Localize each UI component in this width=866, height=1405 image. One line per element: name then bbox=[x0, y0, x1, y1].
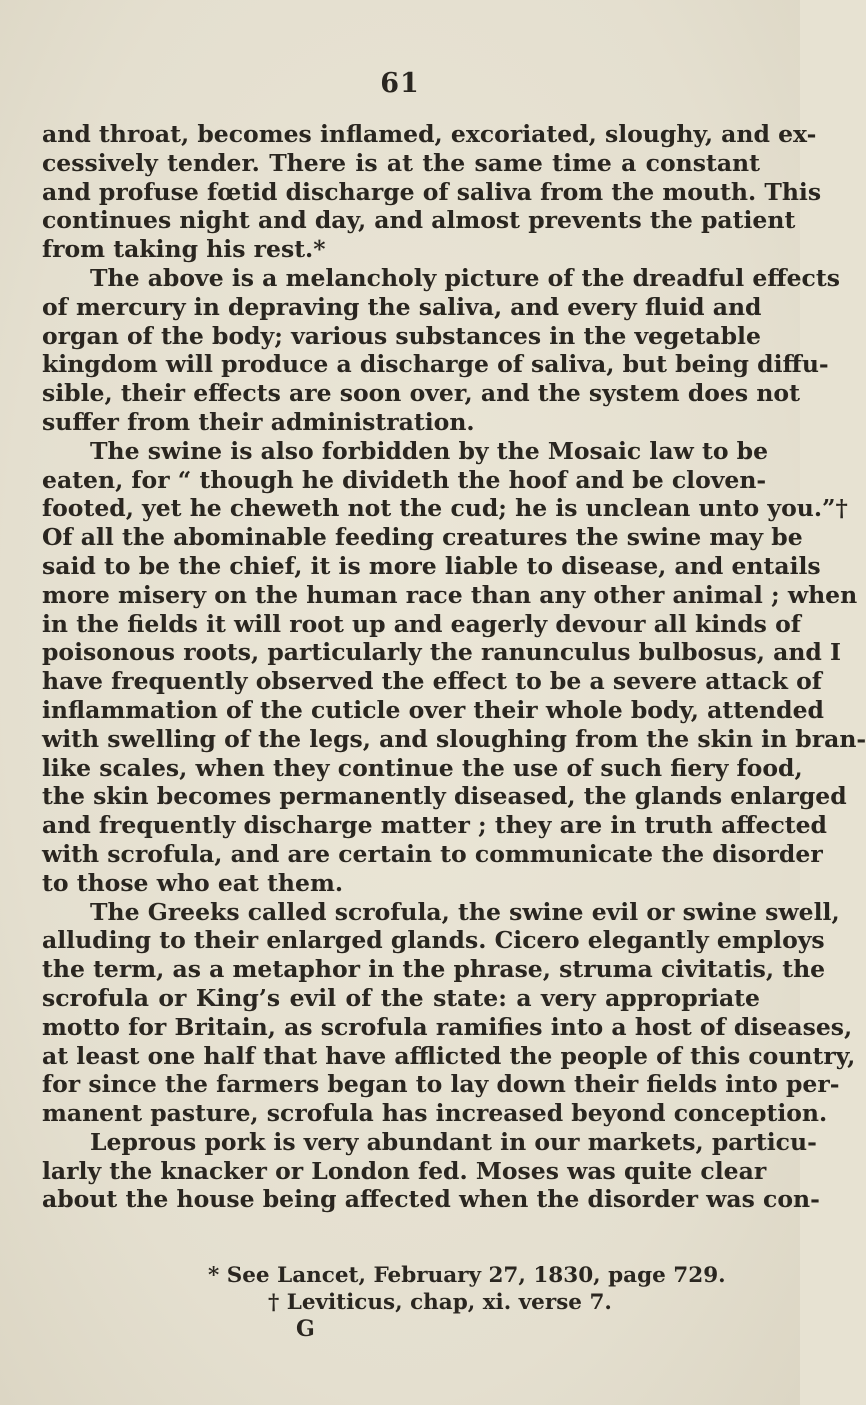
text-line: and throat, becomes inflamed, excoriated, sloughy, and ex- bbox=[42, 120, 817, 148]
text-line: Of all the abominable feeding creatures the swine may be bbox=[42, 523, 803, 552]
page-number: 61 bbox=[380, 68, 420, 99]
text-line: scrofula or King’s evil of the state: a very appropriate bbox=[42, 983, 760, 1012]
text-line: footed, yet he cheweth not the cud; he is unclean unto you.”† bbox=[42, 494, 848, 523]
text-line: cessively tender. There is at the same time a constant bbox=[42, 148, 760, 177]
text-line: at least one half that have afflicted the people of this country, bbox=[42, 1041, 856, 1070]
text-line: about the house being affected when the disorder was con- bbox=[42, 1185, 820, 1214]
text-line: motto for Britain, as scrofula ramifies into a host of diseases, bbox=[42, 1012, 853, 1041]
text-line: from taking his rest.* bbox=[42, 235, 326, 264]
footnote: † Leviticus, chap, xi. verse 7. bbox=[268, 1290, 612, 1315]
text-line: the skin becomes permanently diseased, the glands enlarged bbox=[42, 782, 847, 811]
text-line: suffer from their administration. bbox=[42, 407, 475, 436]
text-line: for since the farmers began to lay down their fields into per- bbox=[42, 1070, 840, 1099]
text-line: eaten, for “ though he divideth the hoof and be cloven- bbox=[42, 465, 767, 494]
text-line: kingdom will produce a discharge of saliva, but being diffu- bbox=[42, 350, 829, 379]
text-line: alluding to their enlarged glands. Cicero elegantly employs bbox=[42, 926, 825, 955]
text-line: larly the knacker or London fed. Moses was quite clear bbox=[42, 1156, 767, 1185]
body-text bbox=[42, 120, 866, 1214]
text-line: The swine is also forbidden by the Mosaic law to be bbox=[90, 436, 769, 465]
footnotes bbox=[0, 1262, 800, 1316]
text-line: The above is a melancholy picture of the dreadful effects bbox=[90, 263, 840, 292]
text-line: to those who eat them. bbox=[42, 868, 344, 897]
text-line: Leprous pork is very abundant in our markets, particu- bbox=[90, 1127, 817, 1156]
text-line: of mercury in depraving the saliva, and every fluid and bbox=[42, 292, 762, 321]
text-line: more misery on the human race than any other animal ; when bbox=[42, 580, 858, 609]
text-line: organ of the body; various substances in the vegetable bbox=[42, 321, 761, 350]
text-line: have frequently observed the effect to be a severe attack of bbox=[42, 667, 822, 696]
text-line: sible, their effects are soon over, and the system does not bbox=[42, 379, 800, 408]
text-line: The Greeks called scrofula, the swine evil or swine swell, bbox=[90, 897, 840, 926]
text-line: the term, as a metaphor in the phrase, struma civitatis, the bbox=[42, 955, 826, 984]
text-line: and profuse fœtid discharge of saliva from the mouth. This bbox=[42, 177, 822, 206]
text-line: with scrofula, and are certain to communicate the disorder bbox=[42, 839, 823, 868]
text-line: manent pasture, scrofula has increased beyond conception. bbox=[42, 1099, 828, 1128]
text-line: in the fields it will root up and eagerly devour all kinds of bbox=[42, 609, 801, 638]
text-line: said to be the chief, it is more liable to disease, and entails bbox=[42, 551, 821, 580]
signature-mark: G bbox=[296, 1316, 315, 1342]
text-line: with swelling of the legs, and sloughing from the skin in bran- bbox=[42, 724, 866, 753]
text-line: and frequently discharge matter ; they are in truth affected bbox=[42, 811, 827, 840]
text-line: continues night and day, and almost prevents the patient bbox=[42, 206, 796, 235]
text-line: poisonous roots, particularly the ranunculus bulbosus, and I bbox=[42, 638, 842, 667]
text-line: like scales, when they continue the use of such fiery food, bbox=[42, 753, 803, 782]
text-line: inflammation of the cuticle over their whole body, attended bbox=[42, 695, 824, 724]
footnote: * See Lancet, February 27, 1830, page 729. bbox=[208, 1263, 726, 1288]
